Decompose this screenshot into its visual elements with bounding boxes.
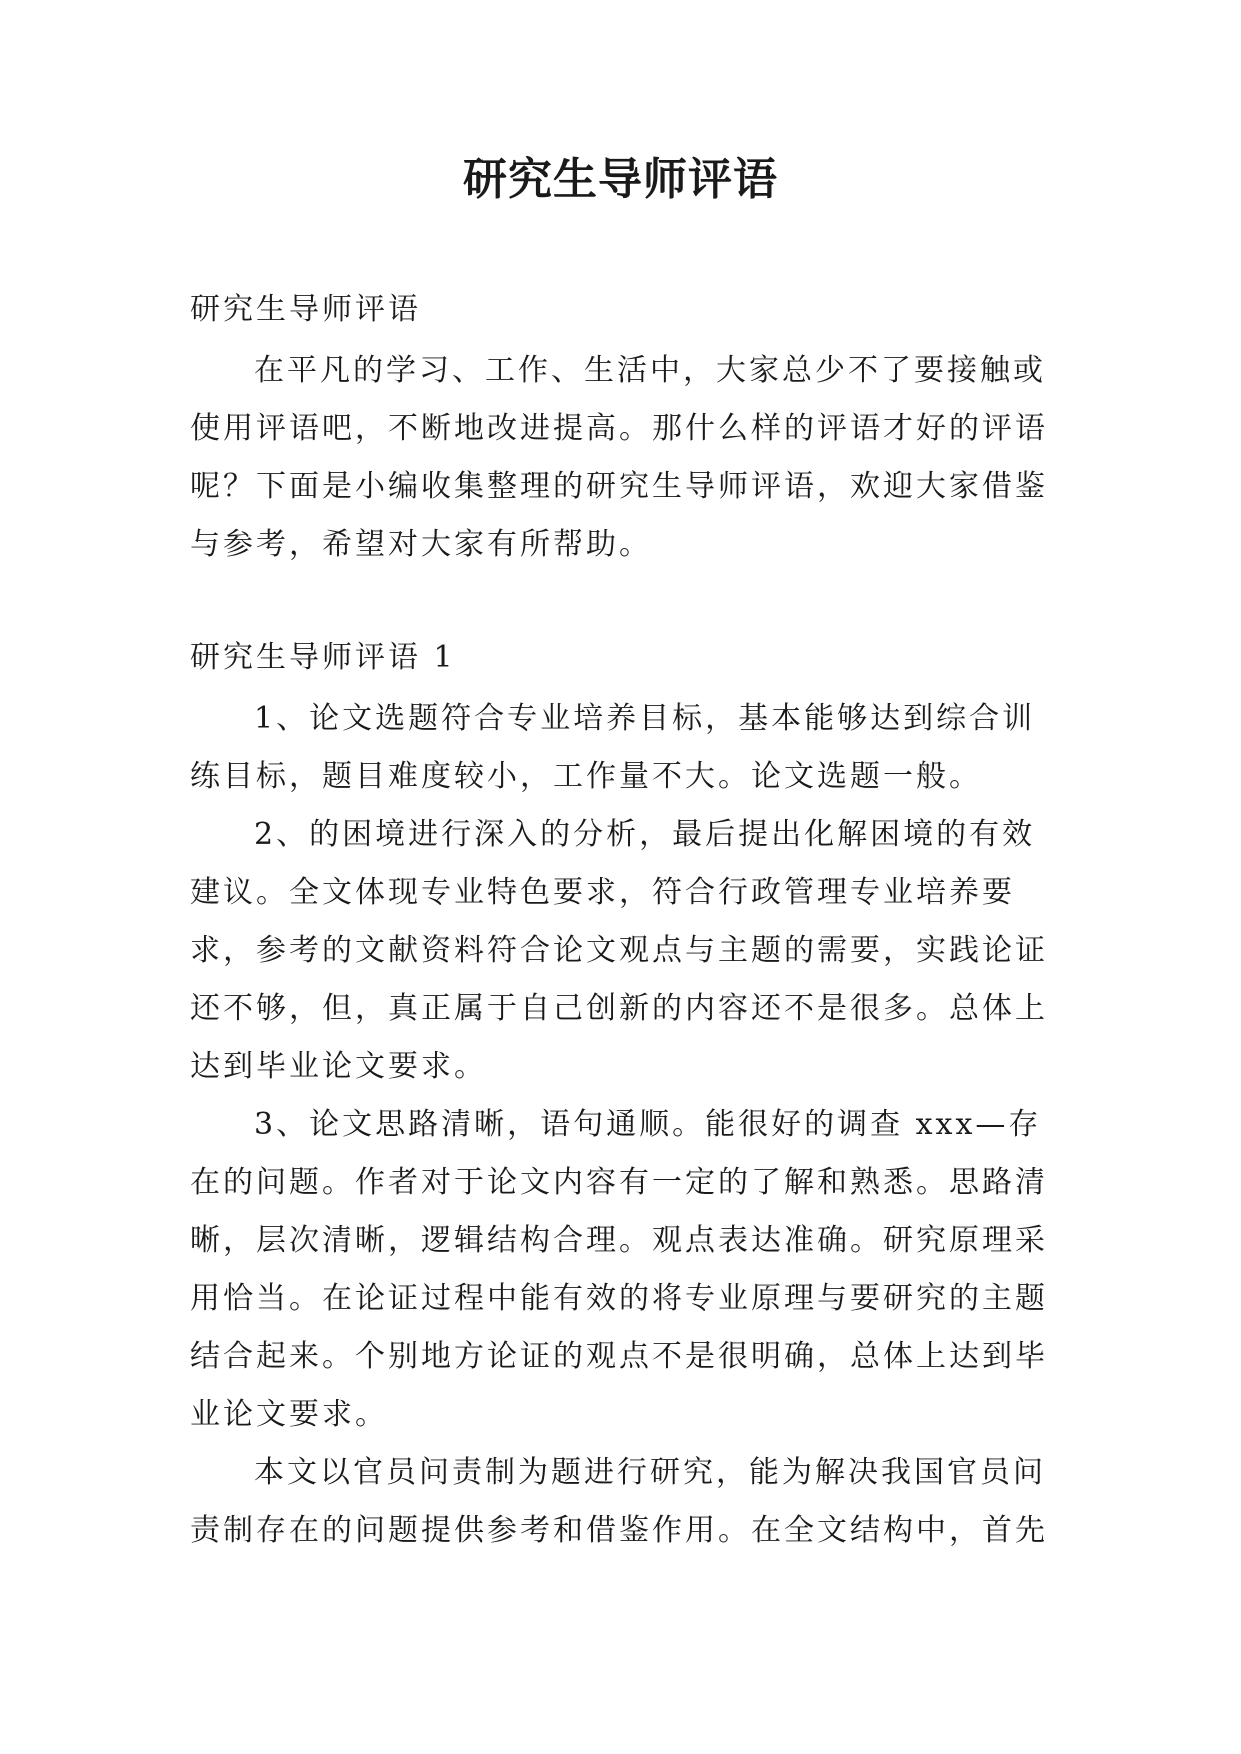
document-body	[190, 290, 1052, 1560]
spacer	[190, 678, 1052, 690]
intro-paragraph: 在平凡的学习、工作、生活中，大家总少不了要接触或使用评语吧，不断地改进提高。那什么样的评语才好的评语呢？下面是小编收集整理的研究生导师评语，欢迎大家借鉴与参考，希望对大家有所帮助。	[190, 353, 1048, 562]
spacer	[190, 330, 1052, 342]
comment-paragraph-2: 2、的困境进行深入的分析，最后提出化解困境的有效建议。全文体现专业特色要求，符合行政管理专业培养要求，参考的文献资料符合论文观点与主题的需要，实践论证还不够，但，真正属于自己创新的内容还不是很多。总体上达到毕业论文要求。	[190, 817, 1048, 1084]
section-heading-1: 研究生导师评语 1	[190, 640, 456, 675]
comment-paragraph-3: 3、论文思路清晰，语句通顺。能很好的调查 xxx—存在的问题。作者对于论文内容有一定的了解和熟悉。思路清晰，层次清晰，逻辑结构合理。观点表达准确。研究原理采用恰当。在论证过程中能有效的将专业原理与要研究的主题结合起来。个别地方论证的观点不是很明确，总体上达到毕业论文要求。	[190, 1107, 1048, 1432]
spacer	[190, 574, 1052, 638]
document-subtitle: 研究生导师评语	[190, 292, 421, 327]
document-title: 研究生导师评语	[463, 154, 778, 205]
comment-paragraph-1: 1、论文选题符合专业培养目标，基本能够达到综合训练目标，题目难度较小，工作量不大。论文选题一般。	[190, 701, 1036, 794]
comment-paragraph-4: 本文以官员问责制为题进行研究，能为解决我国官员问责制存在的问题提供参考和借鉴作用。在全文结构中，首先	[190, 1455, 1048, 1548]
